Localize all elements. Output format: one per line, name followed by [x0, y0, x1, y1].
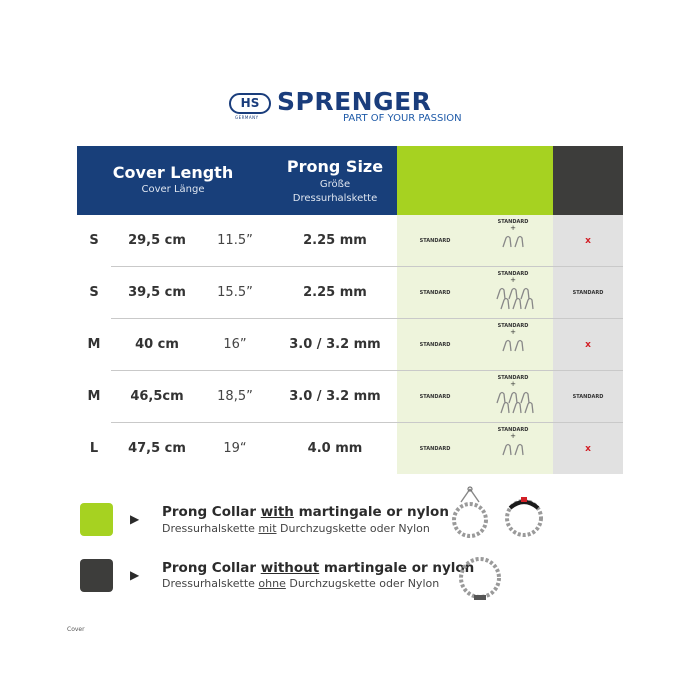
with-martingale-standard-cell: STANDARD: [419, 238, 451, 244]
prong-size-cell: 2.25 mm: [303, 285, 367, 300]
table-row: [77, 371, 623, 423]
combo-plus-sign: +: [510, 432, 516, 440]
combo-standard-label: STANDARD: [497, 271, 529, 277]
size-table: [77, 146, 623, 474]
cover-length-cm-cell: 47,5 cm: [128, 441, 186, 456]
table-row: [77, 215, 623, 267]
prong-collar-without-martingale-icon: [454, 552, 506, 604]
legend-dark-swatch: [80, 559, 113, 592]
prong-link-shape: [509, 393, 517, 404]
with-martingale-standard-cell: STANDARD: [419, 446, 451, 452]
combo-standard-label: STANDARD: [497, 427, 529, 433]
prong-link-shape: [521, 393, 529, 404]
combo-standard-label: STANDARD: [497, 323, 529, 329]
logo-badge-sub: GERMANY: [235, 115, 259, 120]
logo-badge: HS: [229, 93, 271, 114]
prong-size-cell: 3.0 / 3.2 mm: [289, 389, 381, 404]
prong-link-shape: [513, 403, 521, 414]
prong-size-cell: 4.0 mm: [307, 441, 363, 456]
table-row: [77, 423, 623, 475]
prong-link-shape: [525, 403, 533, 414]
cover-length-heading: Cover Length: [112, 163, 234, 182]
prong-link-shape: [503, 341, 511, 352]
prong-size-cell: 2.25 mm: [303, 233, 367, 248]
extra-prong-links-icon: [473, 441, 553, 471]
extra-prong-links-icon: [473, 337, 553, 367]
prong-link-shape: [521, 289, 529, 300]
with-martingale-column-header: [397, 146, 553, 215]
without-martingale-cell: STANDARD: [572, 394, 604, 400]
combo-plus-sign: +: [510, 380, 516, 388]
without-martingale-column-header: [553, 146, 623, 215]
prong-collar-with-martingale-icon: [445, 486, 495, 541]
logo-brand: SPRENGER: [277, 87, 432, 116]
with-martingale-standard-cell: STANDARD: [419, 342, 451, 348]
cover-length-inch-cell: 19“: [223, 441, 247, 456]
footer-label: Cover: [67, 626, 85, 633]
extra-prong-links-icon: [473, 389, 553, 419]
legend-green-swatch: [80, 503, 113, 536]
cover-length-inch-cell: 18,5”: [217, 389, 253, 404]
cover-length-cm-cell: 29,5 cm: [128, 233, 186, 248]
table-header: [77, 146, 397, 215]
standard-plus-prongs-cell: [473, 427, 553, 473]
prong-size-heading-de-2: Dressurhalskette: [292, 193, 378, 204]
cover-length-cm-cell: 46,5cm: [130, 389, 184, 404]
with-martingale-standard-cell: STANDARD: [419, 290, 451, 296]
without-martingale-cell: x: [585, 236, 591, 246]
with-martingale-standard-cell: STANDARD: [419, 394, 451, 400]
prong-link-shape: [503, 237, 511, 248]
prong-link-shape: [501, 403, 509, 414]
extra-prong-links-icon: [473, 233, 553, 263]
legend-with-title: Prong Collar with martingale or nylon: [162, 504, 449, 520]
prong-size-heading: Prong Size: [286, 157, 384, 176]
prong-size-heading-de: Größe: [319, 179, 351, 190]
prong-link-shape: [515, 341, 523, 352]
prong-link-shape: [497, 289, 505, 300]
standard-plus-prongs-cell: [473, 375, 553, 421]
standard-plus-prongs-cell: [473, 271, 553, 317]
without-martingale-cell: x: [585, 340, 591, 350]
without-martingale-cell: x: [585, 444, 591, 454]
size-cell: L: [89, 441, 99, 456]
legend-without-subtitle: Dressurhalskette ohne Durchzugskette oder Nylon: [162, 577, 440, 590]
sprenger-logo: [229, 89, 489, 129]
prong-link-shape: [515, 445, 523, 456]
size-cell: M: [87, 389, 101, 404]
legend-with-subtitle: Dressurhalskette mit Durchzugskette oder Nylon: [162, 522, 430, 535]
size-cell: S: [89, 285, 99, 300]
standard-plus-prongs-cell: [473, 323, 553, 369]
cover-length-inch-cell: 15.5”: [217, 285, 253, 300]
arrow-right-icon: ▶: [130, 568, 140, 582]
extra-prong-links-icon: [473, 285, 553, 315]
cover-length-inch-cell: 11.5”: [217, 233, 253, 248]
without-martingale-cell: STANDARD: [572, 290, 604, 296]
cover-length-inch-cell: 16”: [223, 337, 247, 352]
combo-plus-sign: +: [510, 224, 516, 232]
combo-standard-label: STANDARD: [497, 219, 529, 225]
combo-plus-sign: +: [510, 328, 516, 336]
table-row: [77, 267, 623, 319]
size-cell: S: [89, 233, 99, 248]
cover-length-heading-de: Cover Länge: [141, 184, 205, 195]
prong-link-shape: [501, 299, 509, 310]
arrow-right-icon: ▶: [130, 512, 140, 526]
legend-without-title: Prong Collar without martingale or nylon: [162, 560, 475, 576]
combo-standard-label: STANDARD: [497, 375, 529, 381]
prong-link-shape: [503, 445, 511, 456]
table-row: [77, 319, 623, 371]
prong-link-shape: [515, 237, 523, 248]
size-cell: M: [87, 337, 101, 352]
cover-length-cm-cell: 40 cm: [135, 337, 179, 352]
cover-length-cm-cell: 39,5 cm: [128, 285, 186, 300]
combo-plus-sign: +: [510, 276, 516, 284]
prong-link-shape: [497, 393, 505, 404]
prong-link-shape: [513, 299, 521, 310]
logo-tagline: PART OF YOUR PASSION: [343, 113, 462, 124]
standard-plus-prongs-cell: [473, 219, 553, 265]
prong-collar-with-nylon-icon: [500, 494, 548, 540]
prong-size-cell: 3.0 / 3.2 mm: [289, 337, 381, 352]
prong-link-shape: [525, 299, 533, 310]
prong-link-shape: [509, 289, 517, 300]
